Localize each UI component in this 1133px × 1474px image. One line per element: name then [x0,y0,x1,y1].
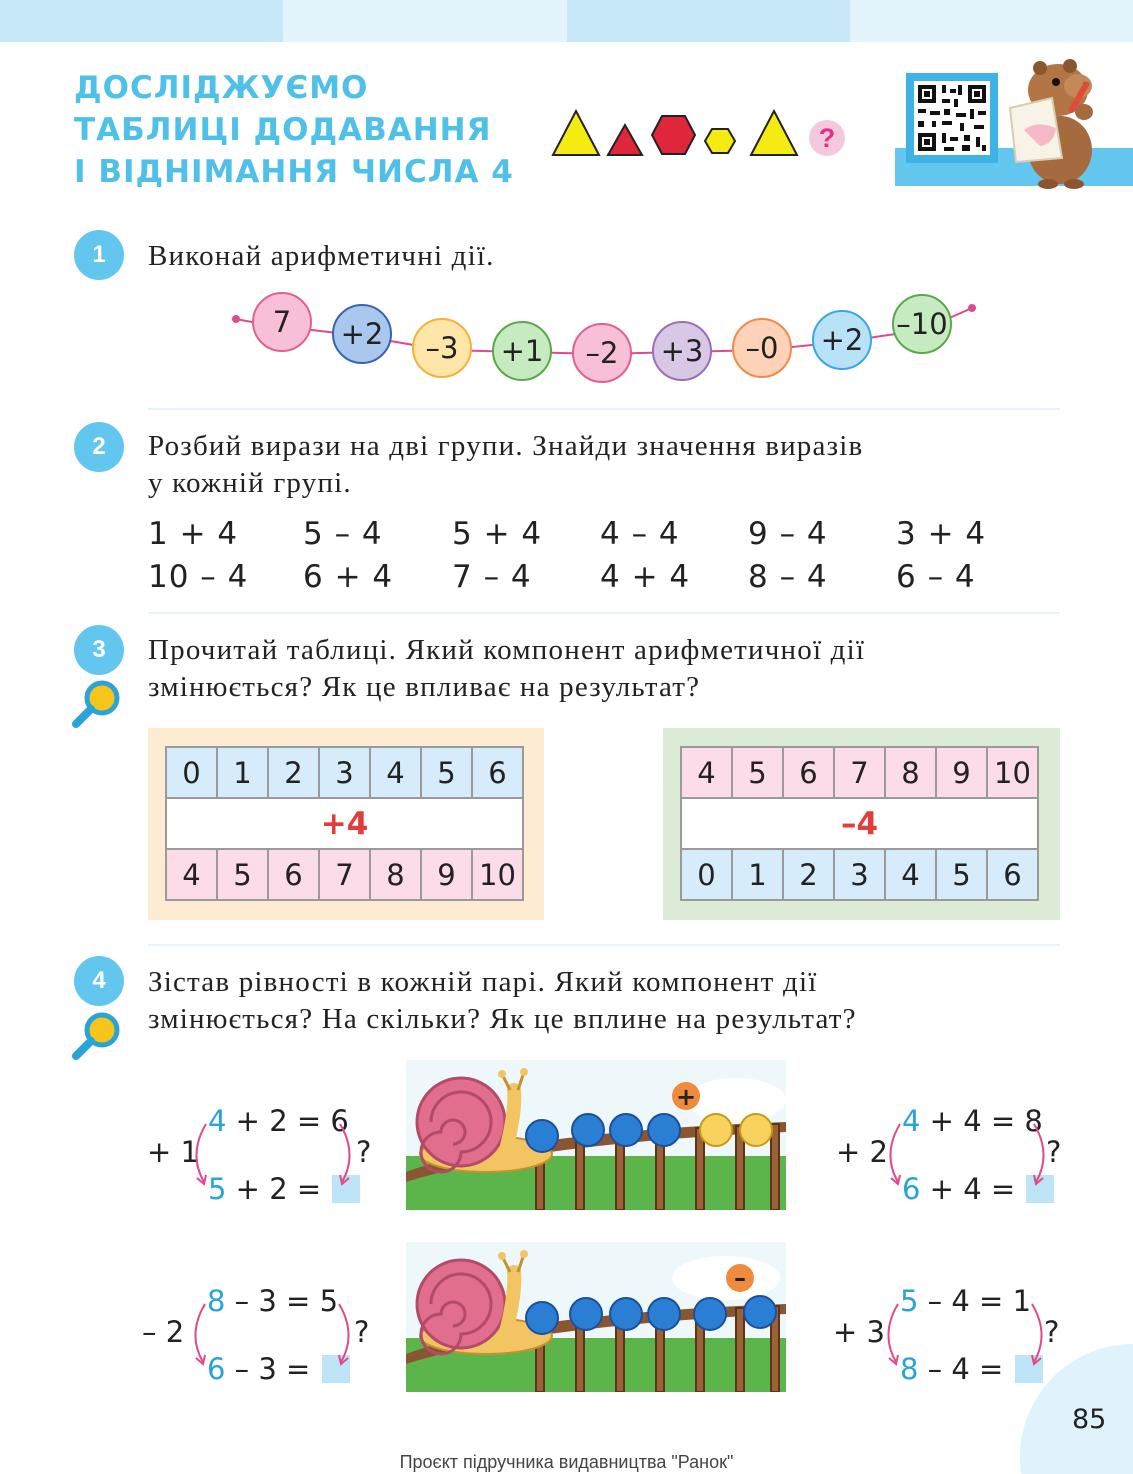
equation-rest: – 4 = 1 [918,1284,1032,1318]
pair-change-label: + 2 [836,1135,888,1169]
table-cell: 1 [217,747,268,798]
table-cell: 9 [421,849,472,900]
changed-number: 5 [900,1284,919,1318]
table-cell: 5 [421,747,472,798]
equation-bottom [207,1352,350,1386]
equation-rest: – 4 = [918,1352,1013,1386]
table-cell: 9 [936,747,987,798]
equation-rest: + 4 = [920,1172,1025,1206]
chain-bead: –3 [412,318,472,378]
changed-number: 5 [208,1172,227,1206]
table-cell: 5 [732,747,783,798]
publisher-footer: Проєкт підручника видавництва "Ранок" [399,1452,734,1472]
changed-number: 6 [207,1352,226,1386]
table-cell: 8 [370,849,421,900]
equation-rest: – 3 = 5 [225,1284,339,1318]
expression: 7 – 4 [452,559,532,595]
plus-sign: + [675,1083,697,1111]
expression: 6 – 4 [896,559,976,595]
table-cell: 2 [268,747,319,798]
minus-sign: – [734,1264,746,1292]
snail-balls-illustration [406,1242,786,1392]
page-number: 85 [1072,1404,1107,1435]
expression: 1 + 4 [148,516,239,552]
table-cell: 4 [681,747,732,798]
table-cell: 0 [166,747,217,798]
equation-rest: – 3 = [225,1352,320,1386]
chain-bead: +3 [652,321,712,381]
table-cell: 10 [987,747,1038,798]
equation-top [900,1284,1031,1318]
table-cell: 8 [885,747,936,798]
table-cell: 7 [319,849,370,900]
chain-bead: –0 [732,318,792,378]
task-number: 1 [74,230,124,280]
task-instruction: Зістав рівності в кожній парі. Який компонент дії [148,966,818,998]
table-cell: 6 [268,849,319,900]
equation-top [207,1284,338,1318]
table-cell: 4 [370,747,421,798]
subtraction-table [680,746,1039,901]
qr-code-icon [914,81,990,155]
task-instruction: Прочитай таблиці. Який компонент арифметичної дії [148,634,866,666]
changed-number: 8 [207,1284,226,1318]
table-cell: 4 [166,849,217,900]
page-title-line: ДОСЛІДЖУЄМО [74,70,369,106]
question-mark: ? [354,1315,370,1349]
expression: 5 – 4 [303,516,383,552]
qr-code[interactable] [906,73,998,163]
section-divider [148,408,1060,410]
addition-table [165,746,524,901]
triangle-red-shape [608,125,642,155]
changed-number: 4 [208,1104,227,1138]
expression: 5 + 4 [452,516,543,552]
task-instruction: змінюється? На скільки? Як це вплине на результат? [148,1003,857,1035]
hexagon-red-shape [652,116,695,154]
page-title-line: І ВІДНІМАННЯ ЧИСЛА 4 [74,154,514,190]
chain-bead: –10 [892,294,952,354]
top-bar-segment [567,0,850,42]
table-cell: 3 [834,849,885,900]
snail-balls-illustration [406,1060,786,1210]
left-arrow-arc [186,1120,212,1190]
task-number: 2 [74,422,124,472]
changed-number: 8 [900,1352,919,1386]
table-cell: 10 [472,849,523,900]
table-cell: 3 [319,747,370,798]
table-cell: 6 [472,747,523,798]
chain-bead: –2 [572,323,632,383]
chain-bead: 7 [252,292,312,352]
equation-bottom [900,1352,1043,1386]
table-cell: 5 [217,849,268,900]
expression: 3 + 4 [896,516,987,552]
table-cell: 4 [885,849,936,900]
question-mark: ? [1046,1135,1062,1169]
table-operation: +4 [166,798,523,849]
table-cell: 7 [834,747,885,798]
task-instruction: змінюється? Як це впливає на результат? [148,671,701,703]
top-bar-segment [0,0,283,42]
task-instruction: Розбий вирази на дві групи. Знайди значення виразів [148,430,864,462]
left-arrow-arc [878,1300,904,1370]
pair-change-label: + 1 [147,1135,199,1169]
chain-bead: +1 [492,321,552,381]
expression: 10 – 4 [148,559,249,595]
table-cell: 6 [987,849,1038,900]
page-title-line: ТАБЛИЦІ ДОДАВАННЯ [74,112,492,148]
triangle-yellow-shape [553,111,599,155]
expression: 9 – 4 [748,516,828,552]
section-divider [148,612,1060,614]
changed-number: 4 [902,1104,921,1138]
question-mark: ? [356,1135,372,1169]
expression: 6 + 4 [303,559,394,595]
table-cell: 2 [783,849,834,900]
task-number: 3 [74,625,124,675]
left-arrow-arc [185,1300,211,1370]
equation-top [902,1104,1043,1138]
top-bar-segment [850,0,1133,42]
table-cell: 0 [681,849,732,900]
chain-bead: +2 [332,304,392,364]
equation-rest: + 2 = [226,1172,331,1206]
task-instruction: Виконай арифметичні дії. [148,240,495,272]
magnifier-icon [70,678,122,730]
task-number: 4 [74,956,124,1006]
section-divider [148,944,1060,946]
changed-number: 6 [902,1172,921,1206]
left-arrow-arc [880,1120,906,1190]
table-cell: 1 [732,849,783,900]
equation-rest: + 2 = 6 [226,1104,349,1138]
chain-bead: +2 [812,310,872,370]
expression: 4 – 4 [600,516,680,552]
magnifier-icon [70,1010,122,1062]
hexagon-yellow-shape [705,129,735,153]
task-instruction: у кожній групі. [148,467,352,499]
equation-top [208,1104,349,1138]
question-badge: ? [809,120,845,156]
table-operation: –4 [681,798,1038,849]
pair-change-label: – 2 [142,1315,185,1349]
table-cell: 6 [783,747,834,798]
top-bar-segment [283,0,567,42]
capybara-mascot-illustration [1000,50,1112,190]
pair-change-label: + 3 [833,1315,885,1349]
equation-rest: + 4 = 8 [920,1104,1043,1138]
expression: 8 – 4 [748,559,828,595]
expression: 4 + 4 [600,559,691,595]
question-mark: ? [1044,1315,1060,1349]
table-cell: 5 [936,849,987,900]
triangle-yellow-shape [751,111,797,155]
